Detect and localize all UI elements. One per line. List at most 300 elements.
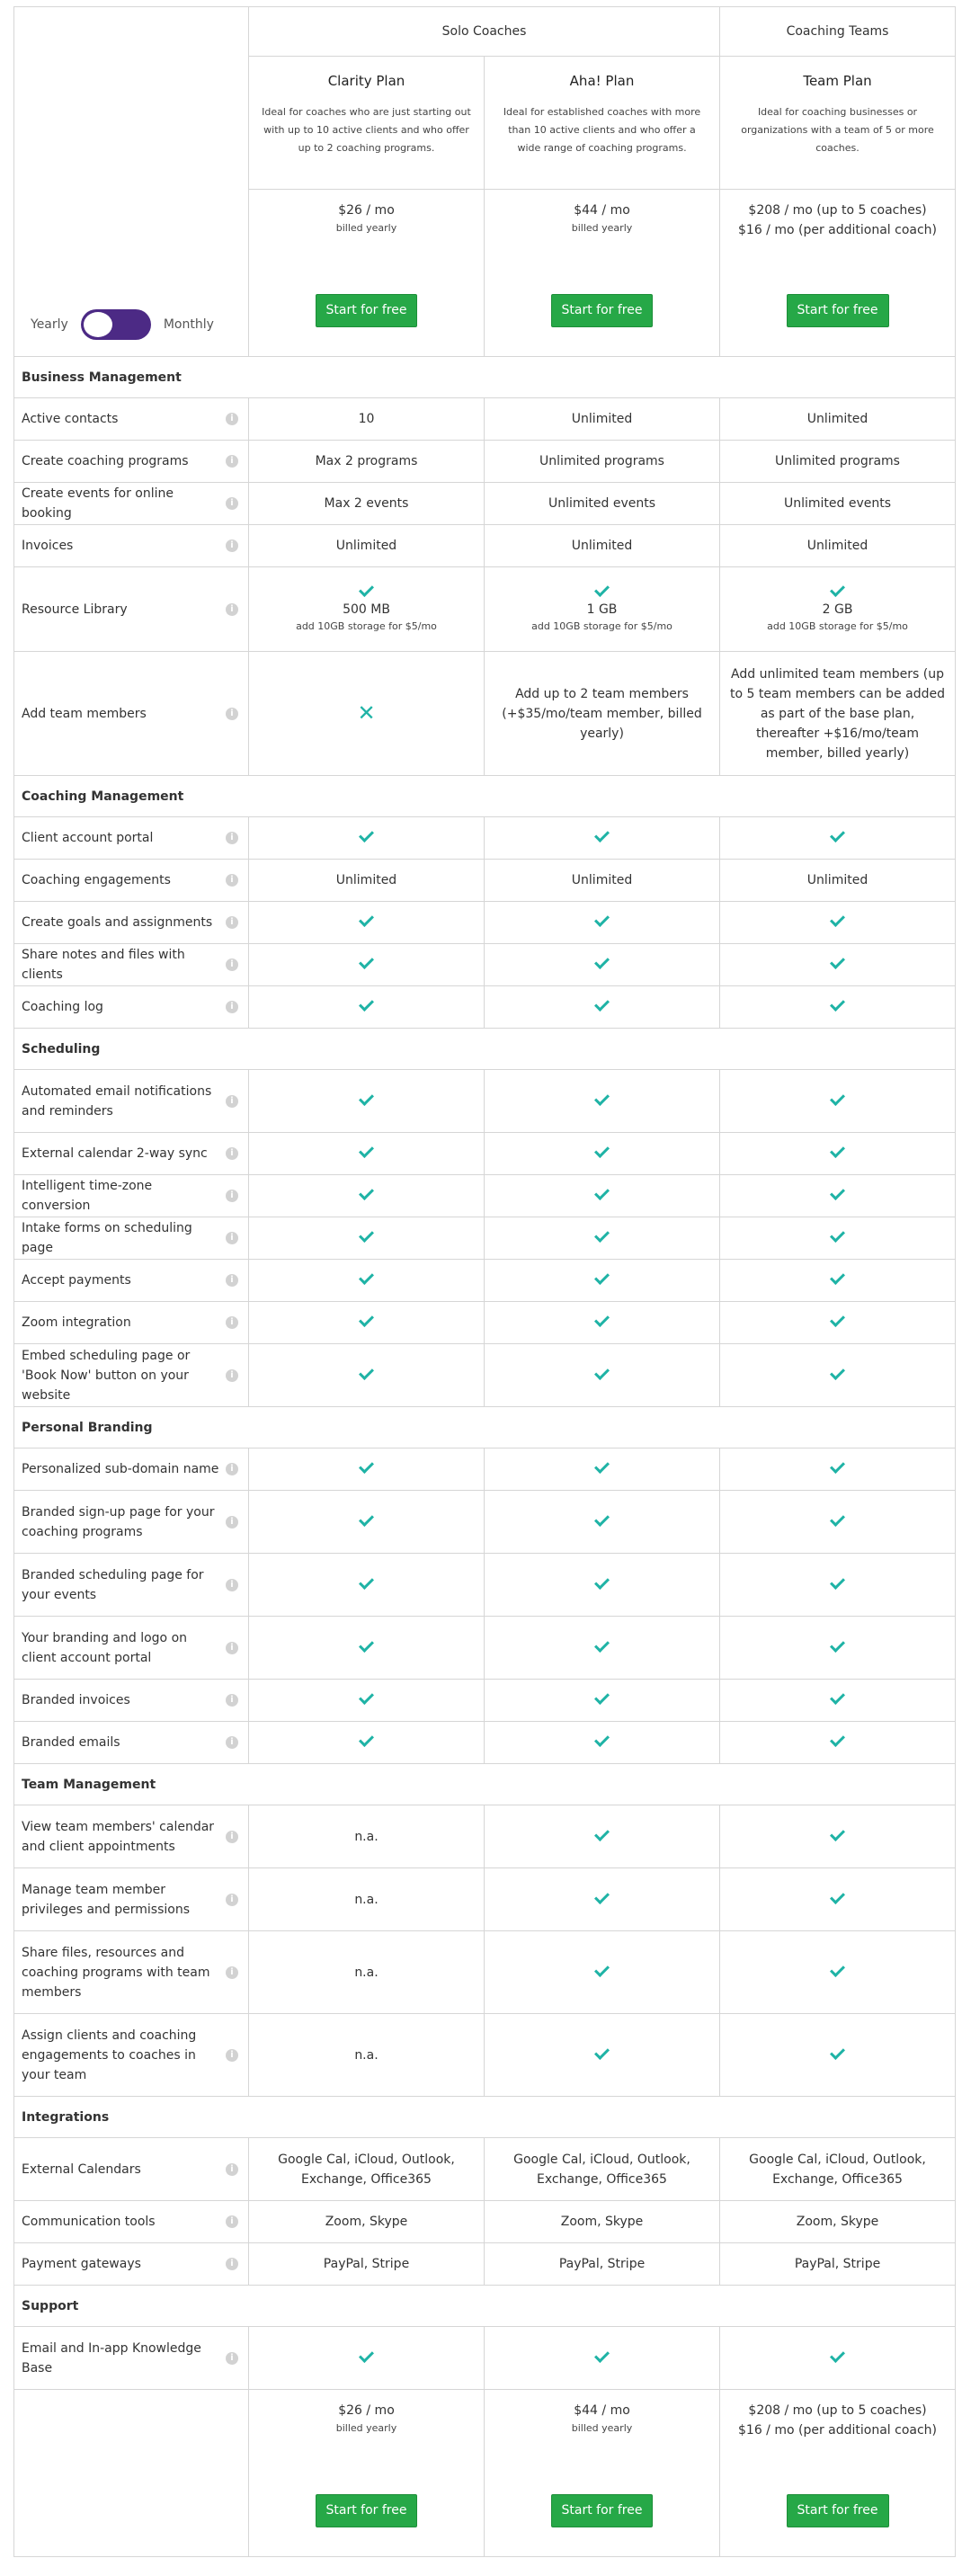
plan-price-cell-team bbox=[720, 190, 956, 357]
feature-value: Zoom, Skype bbox=[796, 2215, 879, 2229]
feature-value: n.a. bbox=[354, 1892, 379, 1907]
feature-value: n.a. bbox=[354, 1965, 379, 1980]
feature-value-cell bbox=[720, 567, 956, 652]
feature-label: Automated email notifications and reminders bbox=[22, 1083, 212, 1119]
checkmark-icon bbox=[256, 585, 477, 600]
feature-value-cell bbox=[485, 483, 720, 525]
feature-value-cell bbox=[249, 2327, 485, 2390]
feature-value-cell bbox=[720, 2014, 956, 2097]
feature-label-cell bbox=[14, 986, 249, 1029]
info-icon[interactable]: i bbox=[226, 2163, 238, 2176]
feature-value-cell bbox=[720, 525, 956, 567]
feature-label: Zoom integration bbox=[22, 1315, 131, 1330]
feature-label: Payment gateways bbox=[22, 2257, 141, 2271]
feature-label-cell bbox=[14, 1260, 249, 1302]
section-header-row bbox=[14, 2286, 956, 2327]
checkmark-icon bbox=[256, 1515, 477, 1529]
feature-value-cell bbox=[485, 902, 720, 944]
checkmark-icon bbox=[492, 1273, 712, 1288]
section-header-row bbox=[14, 357, 956, 398]
checkmark-icon bbox=[256, 1273, 477, 1288]
info-icon[interactable]: i bbox=[226, 1736, 238, 1749]
feature-value: Google Cal, iCloud, Outlook, Exchange, Office365 bbox=[513, 2152, 690, 2187]
feature-label-cell bbox=[14, 1722, 249, 1764]
checkmark-icon bbox=[492, 1578, 712, 1592]
feature-value-cell bbox=[249, 902, 485, 944]
feature-value-cell bbox=[720, 1491, 956, 1554]
checkmark-icon bbox=[492, 1965, 712, 1980]
feature-label: Branded invoices bbox=[22, 1693, 130, 1707]
section-title: Support bbox=[14, 2286, 956, 2327]
toggle-cell bbox=[14, 7, 249, 357]
feature-label-cell bbox=[14, 441, 249, 483]
feature-value: n.a. bbox=[354, 2047, 379, 2063]
info-icon[interactable]: i bbox=[226, 1894, 238, 1906]
feature-row bbox=[14, 1491, 956, 1554]
feature-label-cell bbox=[14, 2201, 249, 2243]
plan-description: Ideal for established coaches with more than 10 active clients and who offer a wide range of coaching programs. bbox=[503, 106, 701, 154]
plan-price-cell-clarity bbox=[249, 190, 485, 357]
feature-row bbox=[14, 483, 956, 525]
checkmark-icon bbox=[492, 831, 712, 845]
feature-value-cell bbox=[485, 986, 720, 1029]
feature-value-cell bbox=[720, 1805, 956, 1868]
feature-row bbox=[14, 398, 956, 441]
info-icon[interactable]: i bbox=[226, 708, 238, 720]
info-icon[interactable]: i bbox=[226, 1463, 238, 1475]
feature-value: Add up to 2 team members (+$35/mo/team member, billed yearly) bbox=[502, 686, 702, 741]
feature-value-cell bbox=[720, 1133, 956, 1175]
feature-value: Unlimited bbox=[571, 539, 633, 553]
checkmark-icon bbox=[727, 1830, 948, 1844]
feature-row bbox=[14, 986, 956, 1029]
feature-note: add 10GB storage for $5/mo bbox=[767, 619, 908, 632]
feature-value-cell bbox=[249, 2014, 485, 2097]
start-free-button[interactable]: Start for free bbox=[316, 2494, 418, 2527]
feature-label: Branded emails bbox=[22, 1735, 120, 1750]
checkmark-icon bbox=[727, 1315, 948, 1330]
info-icon[interactable]: i bbox=[226, 413, 238, 425]
feature-row bbox=[14, 860, 956, 902]
checkmark-icon bbox=[492, 1735, 712, 1750]
feature-value: 500 MB bbox=[343, 602, 390, 617]
checkmark-icon bbox=[492, 1315, 712, 1330]
feature-value: 2 GB bbox=[822, 602, 853, 617]
feature-value-cell bbox=[485, 2201, 720, 2243]
info-icon[interactable]: i bbox=[226, 874, 238, 887]
checkmark-icon bbox=[492, 1893, 712, 1907]
feature-value-cell bbox=[485, 652, 720, 776]
info-icon[interactable]: i bbox=[226, 832, 238, 844]
checkmark-icon bbox=[727, 1641, 948, 1655]
checkmark-icon bbox=[492, 2351, 712, 2366]
checkmark-icon bbox=[492, 1231, 712, 1245]
feature-value: Google Cal, iCloud, Outlook, Exchange, Office365 bbox=[749, 2152, 926, 2187]
plan-desc-cell-clarity bbox=[249, 57, 485, 190]
feature-value-cell bbox=[720, 1260, 956, 1302]
feature-value-cell bbox=[485, 1680, 720, 1722]
feature-value-cell bbox=[720, 1554, 956, 1617]
start-free-button[interactable]: Start for free bbox=[551, 2494, 654, 2527]
feature-value: Zoom, Skype bbox=[560, 2215, 644, 2229]
plan-price-additional: $16 / mo (per additional coach) bbox=[738, 2423, 938, 2438]
billing-note: billed yearly bbox=[571, 2422, 633, 2434]
feature-row bbox=[14, 1931, 956, 2014]
billing-note: billed yearly bbox=[335, 222, 397, 234]
feature-value: Max 2 events bbox=[324, 496, 409, 511]
checkmark-icon bbox=[727, 585, 948, 600]
feature-value-cell bbox=[485, 2014, 720, 2097]
checkmark-icon bbox=[727, 958, 948, 972]
feature-row bbox=[14, 652, 956, 776]
plan-price: $208 / mo (up to 5 coaches) bbox=[748, 2403, 927, 2418]
feature-value-cell bbox=[249, 944, 485, 986]
plan-price-additional: $16 / mo (per additional coach) bbox=[738, 223, 938, 237]
checkmark-icon bbox=[727, 1189, 948, 1203]
checkmark-icon bbox=[727, 1693, 948, 1707]
feature-value: Unlimited bbox=[335, 873, 397, 887]
checkmark-icon bbox=[727, 915, 948, 930]
feature-row bbox=[14, 1070, 956, 1133]
feature-value: Unlimited programs bbox=[775, 454, 900, 468]
feature-note: add 10GB storage for $5/mo bbox=[296, 619, 437, 632]
info-icon[interactable]: i bbox=[226, 958, 238, 971]
checkmark-icon bbox=[727, 1462, 948, 1476]
plan-description: Ideal for coaching businesses or organizations with a team of 5 or more coaches. bbox=[741, 106, 934, 154]
plan-price: $44 / mo bbox=[574, 2403, 630, 2418]
feature-label: Invoices bbox=[22, 539, 74, 553]
feature-value-cell bbox=[720, 1217, 956, 1260]
feature-value-cell bbox=[720, 902, 956, 944]
feature-value: Max 2 programs bbox=[315, 454, 418, 468]
checkmark-icon bbox=[256, 915, 477, 930]
feature-label-cell bbox=[14, 1448, 249, 1491]
checkmark-icon bbox=[256, 1189, 477, 1203]
feature-row bbox=[14, 902, 956, 944]
checkmark-icon bbox=[256, 2351, 477, 2366]
feature-value: PayPal, Stripe bbox=[558, 2257, 646, 2271]
feature-label: Branded scheduling page for your events bbox=[22, 1567, 204, 1602]
feature-label: Branded sign-up page for your coaching programs bbox=[22, 1504, 215, 1539]
plan-price: $44 / mo bbox=[574, 203, 630, 218]
checkmark-icon bbox=[727, 1735, 948, 1750]
group-coaching-teams: Coaching Teams bbox=[720, 7, 956, 57]
section-header-row bbox=[14, 1764, 956, 1805]
feature-row bbox=[14, 1554, 956, 1617]
feature-row bbox=[14, 2243, 956, 2286]
info-icon[interactable]: i bbox=[226, 1516, 238, 1529]
checkmark-icon bbox=[492, 1094, 712, 1109]
feature-value: 1 GB bbox=[586, 602, 618, 617]
info-icon[interactable]: i bbox=[226, 2215, 238, 2228]
feature-value-cell bbox=[249, 986, 485, 1029]
checkmark-icon bbox=[492, 1146, 712, 1161]
info-icon[interactable]: i bbox=[226, 1369, 238, 1382]
feature-note: add 10GB storage for $5/mo bbox=[531, 619, 673, 632]
feature-value-cell bbox=[249, 1868, 485, 1931]
feature-label: Create events for online booking bbox=[22, 486, 174, 521]
feature-value-cell bbox=[720, 817, 956, 860]
plan-price: $26 / mo bbox=[338, 2403, 395, 2418]
section-title: Business Management bbox=[14, 357, 956, 398]
feature-label-cell bbox=[14, 652, 249, 776]
info-icon[interactable]: i bbox=[226, 916, 238, 929]
checkmark-icon bbox=[727, 1231, 948, 1245]
checkmark-icon bbox=[256, 958, 477, 972]
feature-label-cell bbox=[14, 1175, 249, 1217]
feature-label: Create goals and assignments bbox=[22, 915, 213, 930]
feature-label: Assign clients and coaching engagements to coaches in your team bbox=[22, 2028, 197, 2082]
info-icon[interactable]: i bbox=[226, 1966, 238, 1979]
feature-value-cell bbox=[249, 1133, 485, 1175]
feature-value-cell bbox=[249, 2243, 485, 2286]
info-icon[interactable]: i bbox=[226, 455, 238, 468]
feature-label: Email and In-app Knowledge Base bbox=[22, 2340, 201, 2375]
feature-label: Intelligent time-zone conversion bbox=[22, 1179, 153, 1213]
info-icon[interactable]: i bbox=[226, 2049, 238, 2062]
start-free-button[interactable]: Start for free bbox=[787, 294, 889, 327]
feature-value-cell bbox=[485, 1931, 720, 2014]
feature-value-cell bbox=[485, 1805, 720, 1868]
info-icon[interactable]: i bbox=[226, 2352, 238, 2365]
feature-value-cell bbox=[249, 1302, 485, 1344]
feature-row bbox=[14, 1302, 956, 1344]
info-icon[interactable]: i bbox=[226, 1001, 238, 1013]
checkmark-icon bbox=[256, 1693, 477, 1707]
section-title: Coaching Management bbox=[14, 776, 956, 817]
feature-value-cell bbox=[720, 1344, 956, 1407]
feature-value-cell bbox=[249, 860, 485, 902]
feature-label-cell bbox=[14, 1302, 249, 1344]
feature-label: Create coaching programs bbox=[22, 454, 189, 468]
feature-value-cell bbox=[485, 1722, 720, 1764]
feature-value-cell bbox=[485, 817, 720, 860]
feature-label: Intake forms on scheduling page bbox=[22, 1221, 192, 1255]
feature-label: Communication tools bbox=[22, 2215, 156, 2229]
feature-label-cell bbox=[14, 2014, 249, 2097]
info-icon[interactable]: i bbox=[226, 497, 238, 510]
start-free-button[interactable]: Start for free bbox=[551, 294, 654, 327]
feature-value-cell bbox=[720, 2201, 956, 2243]
info-icon[interactable]: i bbox=[226, 1190, 238, 1202]
plan-name: Clarity Plan bbox=[327, 73, 405, 89]
feature-label-cell bbox=[14, 1868, 249, 1931]
checkmark-icon bbox=[256, 1368, 477, 1383]
info-icon[interactable]: i bbox=[226, 1147, 238, 1160]
feature-value-cell bbox=[249, 2201, 485, 2243]
feature-value: Unlimited bbox=[571, 412, 633, 426]
section-title: Integrations bbox=[14, 2097, 956, 2138]
footer-price-cell bbox=[720, 2390, 956, 2557]
feature-value-cell bbox=[485, 1491, 720, 1554]
feature-value-cell bbox=[485, 441, 720, 483]
feature-value-cell bbox=[485, 2327, 720, 2390]
billing-toggle[interactable] bbox=[81, 309, 151, 340]
feature-label-cell bbox=[14, 1133, 249, 1175]
feature-label: View team members' calendar and client appointments bbox=[22, 1819, 215, 1854]
feature-value-cell bbox=[485, 1217, 720, 1260]
feature-value-cell bbox=[249, 1680, 485, 1722]
feature-value: Unlimited bbox=[571, 873, 633, 887]
info-icon[interactable]: i bbox=[226, 603, 238, 616]
feature-row bbox=[14, 2014, 956, 2097]
info-icon[interactable]: i bbox=[226, 1232, 238, 1244]
feature-row bbox=[14, 2201, 956, 2243]
checkmark-icon bbox=[492, 1693, 712, 1707]
feature-value-cell bbox=[720, 2327, 956, 2390]
feature-value-cell bbox=[720, 1070, 956, 1133]
feature-value-cell bbox=[249, 2138, 485, 2201]
feature-label: Active contacts bbox=[22, 412, 119, 426]
checkmark-icon bbox=[256, 1231, 477, 1245]
checkmark-icon bbox=[492, 915, 712, 930]
feature-label: Share notes and files with clients bbox=[22, 948, 185, 982]
section-title: Scheduling bbox=[14, 1029, 956, 1070]
checkmark-icon bbox=[256, 831, 477, 845]
feature-row bbox=[14, 1175, 956, 1217]
info-icon[interactable]: i bbox=[226, 1831, 238, 1843]
start-free-button[interactable]: Start for free bbox=[316, 294, 418, 327]
feature-value-cell bbox=[485, 1070, 720, 1133]
feature-value: Unlimited programs bbox=[539, 454, 664, 468]
info-icon[interactable]: i bbox=[226, 1579, 238, 1591]
footer-price-cell bbox=[249, 2390, 485, 2557]
feature-row bbox=[14, 1133, 956, 1175]
feature-value: PayPal, Stripe bbox=[323, 2257, 410, 2271]
feature-label: Coaching log bbox=[22, 1000, 103, 1014]
feature-value-cell bbox=[485, 398, 720, 441]
feature-value-cell bbox=[249, 817, 485, 860]
feature-value-cell bbox=[720, 860, 956, 902]
feature-value: Add unlimited team members (up to 5 team members can be added as part of the base plan, thereafter +$16/mo/team member, billed yearly) bbox=[730, 666, 945, 761]
feature-row bbox=[14, 2138, 956, 2201]
feature-row bbox=[14, 1805, 956, 1868]
feature-label: Resource Library bbox=[22, 602, 128, 617]
feature-label-cell bbox=[14, 1680, 249, 1722]
feature-value-cell bbox=[249, 1805, 485, 1868]
feature-value-cell bbox=[720, 483, 956, 525]
feature-row bbox=[14, 1722, 956, 1764]
feature-value-cell bbox=[485, 1175, 720, 1217]
feature-label-cell bbox=[14, 1931, 249, 2014]
footer-empty-cell bbox=[14, 2390, 249, 2557]
checkmark-icon bbox=[492, 585, 712, 600]
feature-label-cell bbox=[14, 1554, 249, 1617]
feature-value-cell bbox=[720, 1931, 956, 2014]
feature-label: External Calendars bbox=[22, 2162, 141, 2177]
feature-label-cell bbox=[14, 860, 249, 902]
feature-value-cell bbox=[485, 2138, 720, 2201]
feature-value-cell bbox=[720, 2243, 956, 2286]
feature-value: Unlimited bbox=[806, 412, 868, 426]
feature-value-cell bbox=[485, 944, 720, 986]
feature-value-cell bbox=[720, 398, 956, 441]
checkmark-icon bbox=[492, 1515, 712, 1529]
checkmark-icon bbox=[492, 958, 712, 972]
checkmark-icon bbox=[256, 1315, 477, 1330]
feature-value-cell bbox=[485, 525, 720, 567]
feature-value: Unlimited bbox=[806, 873, 868, 887]
info-icon[interactable]: i bbox=[226, 1095, 238, 1108]
start-free-button[interactable]: Start for free bbox=[787, 2494, 889, 2527]
feature-label-cell bbox=[14, 1491, 249, 1554]
feature-value: 10 bbox=[358, 412, 375, 426]
feature-label-cell bbox=[14, 902, 249, 944]
feature-value-cell bbox=[249, 1722, 485, 1764]
feature-value-cell bbox=[249, 441, 485, 483]
checkmark-icon bbox=[256, 1000, 477, 1014]
feature-value-cell bbox=[249, 1448, 485, 1491]
info-icon[interactable]: i bbox=[226, 1316, 238, 1329]
info-icon[interactable]: i bbox=[226, 1274, 238, 1287]
feature-value-cell bbox=[249, 567, 485, 652]
feature-value: Google Cal, iCloud, Outlook, Exchange, Office365 bbox=[278, 2152, 455, 2187]
feature-row bbox=[14, 817, 956, 860]
feature-value-cell bbox=[249, 1931, 485, 2014]
checkmark-icon bbox=[256, 1735, 477, 1750]
footer-price-cell bbox=[485, 2390, 720, 2557]
feature-value-cell bbox=[720, 1868, 956, 1931]
checkmark-icon bbox=[727, 1515, 948, 1529]
feature-value-cell bbox=[249, 1554, 485, 1617]
feature-label: Client account portal bbox=[22, 831, 154, 845]
info-icon[interactable]: i bbox=[226, 539, 238, 552]
feature-label-cell bbox=[14, 2243, 249, 2286]
toggle-knob[interactable] bbox=[84, 312, 112, 337]
feature-value-cell bbox=[249, 1617, 485, 1680]
feature-value-cell bbox=[249, 1175, 485, 1217]
toggle-yearly-label[interactable]: Yearly bbox=[31, 317, 68, 332]
feature-row bbox=[14, 1680, 956, 1722]
checkmark-icon bbox=[492, 2048, 712, 2063]
checkmark-icon bbox=[727, 1578, 948, 1592]
feature-value-cell bbox=[249, 1344, 485, 1407]
feature-label-cell bbox=[14, 567, 249, 652]
feature-value-cell bbox=[720, 986, 956, 1029]
section-header-row bbox=[14, 1407, 956, 1448]
info-icon[interactable]: i bbox=[226, 1642, 238, 1654]
feature-value-cell bbox=[249, 1070, 485, 1133]
feature-value-cell bbox=[485, 1133, 720, 1175]
info-icon[interactable]: i bbox=[226, 1694, 238, 1707]
feature-label-cell bbox=[14, 525, 249, 567]
feature-value: PayPal, Stripe bbox=[794, 2257, 881, 2271]
group-solo-coaches: Solo Coaches bbox=[249, 7, 720, 57]
feature-value-cell bbox=[720, 1617, 956, 1680]
feature-value-cell bbox=[249, 483, 485, 525]
feature-value-cell bbox=[249, 1260, 485, 1302]
feature-value: n.a. bbox=[354, 1829, 379, 1844]
feature-label-cell bbox=[14, 944, 249, 986]
plan-name: Aha! Plan bbox=[569, 73, 635, 89]
checkmark-icon bbox=[727, 1368, 948, 1383]
feature-row bbox=[14, 1344, 956, 1407]
feature-value-cell bbox=[720, 1722, 956, 1764]
toggle-monthly-label[interactable]: Monthly bbox=[163, 317, 214, 332]
feature-row bbox=[14, 1260, 956, 1302]
feature-label-cell bbox=[14, 483, 249, 525]
cross-icon: ✕ bbox=[357, 700, 376, 726]
feature-value-cell bbox=[485, 860, 720, 902]
checkmark-icon bbox=[256, 1641, 477, 1655]
feature-value-cell bbox=[249, 398, 485, 441]
billing-note: billed yearly bbox=[571, 222, 633, 234]
billing-note: billed yearly bbox=[335, 2422, 397, 2434]
checkmark-icon bbox=[727, 1000, 948, 1014]
checkmark-icon bbox=[492, 1189, 712, 1203]
info-icon[interactable]: i bbox=[226, 2258, 238, 2270]
feature-value-cell bbox=[720, 944, 956, 986]
